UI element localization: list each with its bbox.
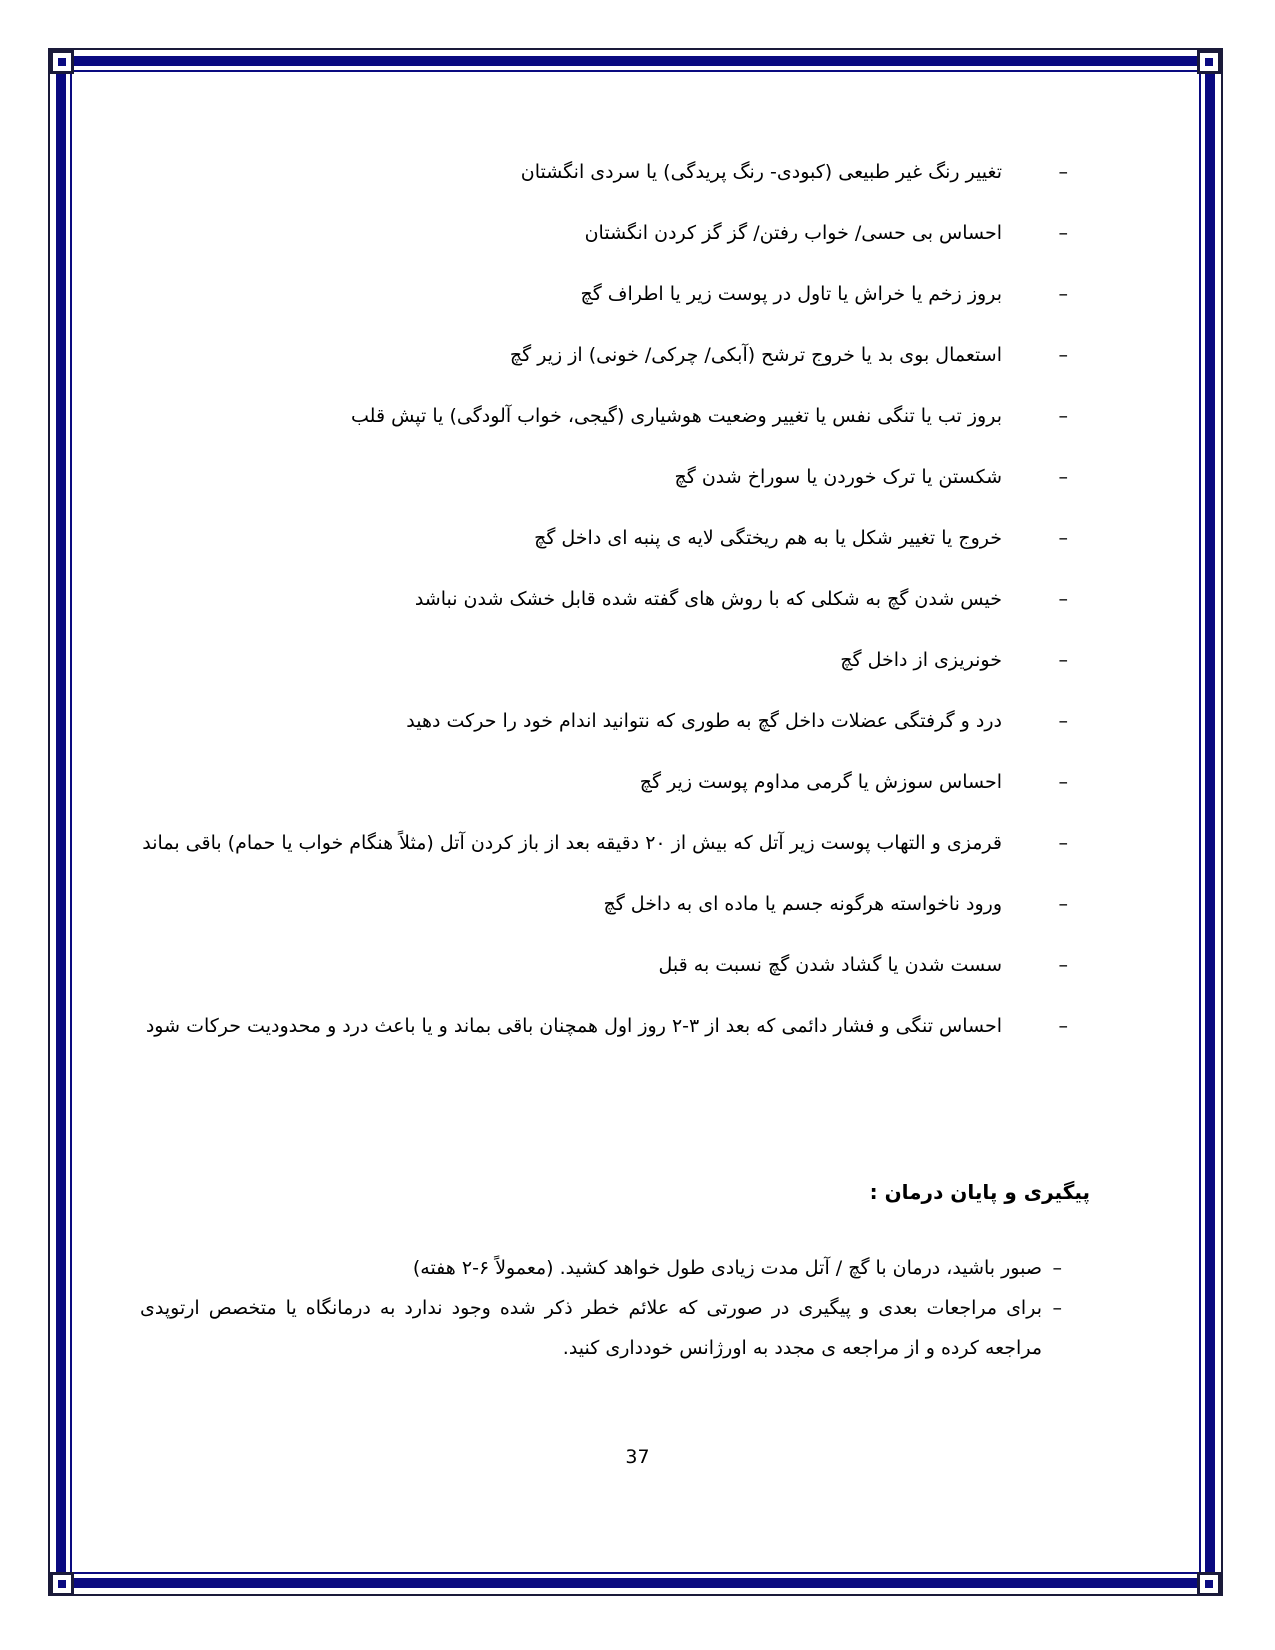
list-item: – درد و گرفتگی عضلات داخل گچ به طوری که نتوانید اندام خود را حرکت دهید	[140, 691, 1080, 752]
dash-bullet: –	[1052, 1257, 1062, 1279]
followup-list	[140, 1248, 1080, 1368]
list-item: – بروز زخم یا خراش یا تاول در پوست زیر یا اطراف گچ	[140, 264, 1080, 325]
list-item: – برای مراجعات بعدی و پیگیری در صورتی که علائم خطر ذکر شده وجود ندارد به درمانگاه یا متخصص ارتوپدی مراجعه کرده و از مراجعه ی مجدد به اورژانس خودداری کنید.	[140, 1288, 1080, 1368]
list-item: – خونریزی از داخل گچ	[140, 630, 1080, 691]
dash-bullet: –	[1058, 466, 1068, 488]
warning-signs-list	[140, 142, 1080, 1057]
followup-section-title: پیگیری و پایان درمان :	[869, 1180, 1090, 1204]
list-item: – قرمزی و التهاب پوست زیر آتل که بیش از ۲۰ دقیقه بعد از باز کردن آتل (مثلاً هنگام خواب یا حمام) باقی بماند	[140, 813, 1080, 874]
corner-ornament-top-right	[1197, 50, 1221, 74]
dash-bullet: –	[1052, 1297, 1062, 1319]
corner-ornament-top-left	[50, 50, 74, 74]
dash-bullet: –	[1058, 222, 1068, 244]
list-item: – احساس بی حسی/ خواب رفتن/ گز گز کردن انگشتان	[140, 203, 1080, 264]
list-item: – شکستن یا ترک خوردن یا سوراخ شدن گچ	[140, 447, 1080, 508]
dash-bullet: –	[1058, 954, 1068, 976]
list-item: – بروز تب یا تنگی نفس یا تغییر وضعیت هوشیاری (گیجی، خواب آلودگی) یا تپش قلب	[140, 386, 1080, 447]
dash-bullet: –	[1058, 161, 1068, 183]
list-item: – خروج یا تغییر شکل یا به هم ریختگی لایه ی پنبه ای داخل گچ	[140, 508, 1080, 569]
corner-ornament-bottom-right	[1197, 1572, 1221, 1596]
list-item: – احساس تنگی و فشار دائمی که بعد از ۳-۲ روز اول همچنان باقی بماند و یا باعث درد و محدودیت حرکات شود	[140, 996, 1080, 1057]
dash-bullet: –	[1058, 893, 1068, 915]
list-item: – خیس شدن گچ به شکلی که با روش های گفته شده قابل خشک شدن نباشد	[140, 569, 1080, 630]
dash-bullet: –	[1058, 283, 1068, 305]
corner-ornament-bottom-left	[50, 1572, 74, 1596]
list-item: – سست شدن یا گشاد شدن گچ نسبت به قبل	[140, 935, 1080, 996]
dash-bullet: –	[1058, 405, 1068, 427]
list-item: – صبور باشید، درمان با گچ / آتل مدت زیادی طول خواهد کشید. (معمولاً ۶-۲ هفته)	[140, 1248, 1080, 1288]
list-item: – احساس سوزش یا گرمی مداوم پوست زیر گچ	[140, 752, 1080, 813]
dash-bullet: –	[1058, 710, 1068, 732]
page-number: 37	[625, 1446, 650, 1468]
dash-bullet: –	[1058, 771, 1068, 793]
dash-bullet: –	[1058, 344, 1068, 366]
list-item: – ورود ناخواسته هرگونه جسم یا ماده ای به داخل گچ	[140, 874, 1080, 935]
dash-bullet: –	[1058, 649, 1068, 671]
dash-bullet: –	[1058, 1015, 1068, 1037]
list-item: – استعمال بوی بد یا خروج ترشح (آبکی/ چرکی/ خونی) از زیر گچ	[140, 325, 1080, 386]
dash-bullet: –	[1058, 527, 1068, 549]
dash-bullet: –	[1058, 832, 1068, 854]
dash-bullet: –	[1058, 588, 1068, 610]
list-item: – تغییر رنگ غیر طبیعی (کبودی- رنگ پریدگی) یا سردی انگشتان	[140, 142, 1080, 203]
